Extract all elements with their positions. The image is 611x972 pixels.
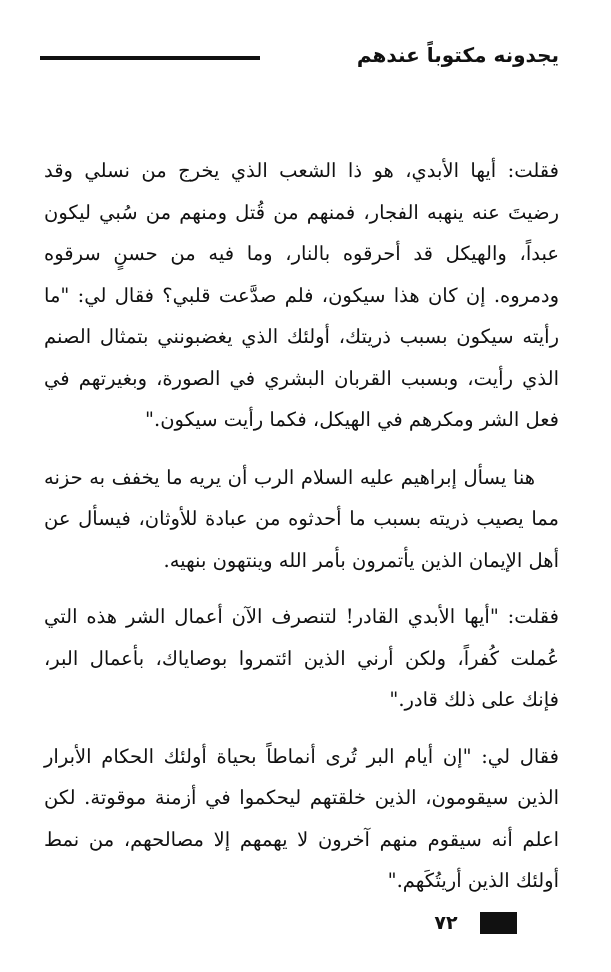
page-footer [0,912,611,972]
folio-block [480,912,517,934]
body-text [44,150,559,902]
page-number: ٧٢ [434,912,458,934]
paragraph-1: فقلت: أيها الأبدي، هو ذا الشعب الذي يخرج من نسلي وقد رضيتَ عنه ينهبه الفجار، فمنهم من قُتل ومنهم من سُبي ليكون عبداً، والهيكل قد أحرقوه بالنار، وما فيه من حسنٍ سرقوه ودمروه. إن كان هذا سيكون، فلم صدَّعت قلبي؟ فقال لي: "ما رأيته سيكون بسبب ذريتك، أولئك الذي يغضبونني بتمثال الصنم الذي رأيت، وبسبب القربان البشري في الصورة، وبغيرتهم في فعل الشر ومكرهم في الهيكل، فكما رأيت سيكون." [44,159,559,431]
paragraph-2: هنا يسأل إبراهيم عليه السلام الرب أن يريه ما يخفف به حزنه مما يصيب ذريته بسبب ما أحدثوه من عبادة للأوثان، فيسأل عن أهل الإيمان الذين يأتمرون بأمر الله وينتهون بنهيه. [44,465,559,572]
running-header-title: يجدونه مكتوباً عندهم [356,43,559,67]
paragraph-4: فقال لي: "إن أيام البر تُرى أنماطاً بحياة أولئك الحكام الأبرار الذين سيقومون، الذين خلقتهم ليحكموا في أزمنة موقوتة. لكن اعلم أنه سيقوم منهم آخرون لا يهمهم إلا مصالحهم، من نمط أولئك الذين أريتُكَهم." [44,744,559,892]
running-header [40,40,559,70]
header-rule [40,56,260,60]
paragraph-3: فقلت: "أيها الأبدي القادر! لتنصرف الآن أعمال الشر هذه التي عُملت كُفراً، ولكن أرني الذين ائتمروا بوصاياك، بأعمال البر، فإنك على ذلك قادر." [44,605,559,711]
